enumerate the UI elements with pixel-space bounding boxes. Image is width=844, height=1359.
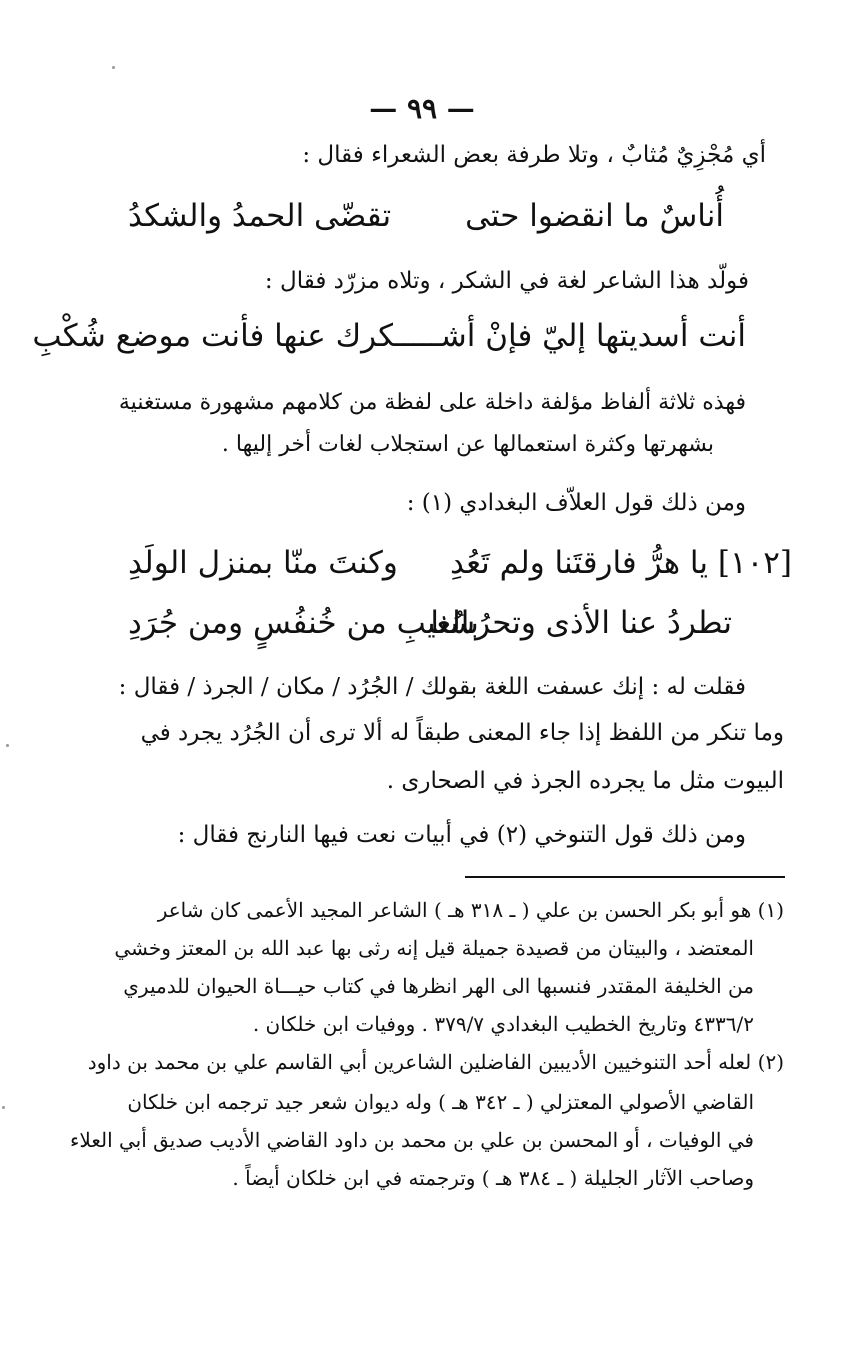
verse-4-first-hemistich: تطردُ عنا الأذى وتحرُسُنا bbox=[430, 605, 732, 641]
footnote-2-line-2: القاضي الأصولي المعتزلي ( ـ ٣٤٢ هـ ) وله ديوان شعر جيد ترجمه ابن خلكان bbox=[127, 1090, 754, 1114]
text-line-6: فقلت له : إنك عسفت اللغة بقولك / الجُرُد / مكان / الجرذ / فقال : bbox=[118, 674, 746, 700]
text-line-8: البيوت مثل ما يجرده الجرذ في الصحارى . bbox=[386, 768, 784, 794]
text-line-7: وما تنكر من اللفظ إذا جاء المعنى طبقاً له ألا ترى أن الجُرُد يجرد في bbox=[140, 720, 784, 746]
footnote-1-line-4: ٤٣٣٦/٢ وتاريخ الخطيب البغدادي ٣٧٩/٧ . ووفيات ابن خلكان . bbox=[252, 1012, 754, 1036]
text-line-4: بشهرتها وكثرة استعمالها عن استجلاب لغات أخر إليها . bbox=[221, 432, 714, 457]
text-line-9: ومن ذلك قول التنوخي (٢) في أبيات نعت فيها النارنج فقال : bbox=[177, 822, 746, 848]
verse-3-first-hemistich: [١٠٢] يا هرُّ فارقتَنا ولم تَعُدِ bbox=[449, 545, 792, 581]
verse-4-second-hemistich: بالغيبِ من خُنفُسٍ ومن جُرَدِ bbox=[128, 605, 479, 641]
footnote-2-line-3: في الوفيات ، أو المحسن بن علي بن محمد بن داود القاضي الأديب صديق أبي العلاء bbox=[69, 1128, 754, 1152]
text-line-1: أي مُجْزِيٌ مُثابٌ ، وتلا طرفة بعض الشعراء فقال : bbox=[302, 142, 766, 168]
footnote-1-line-2: المعتضد ، والبيتان من قصيدة جميلة قيل إنه رثى بها عبد الله بن المعتز وخشي bbox=[114, 936, 754, 960]
text-line-3: فهذه ثلاثة ألفاظ مؤلفة داخلة على لفظة من كلامهم مشهورة مستغنية bbox=[118, 390, 746, 415]
verse-1-first-hemistich: أُناسٌ ما انقضوا حتى bbox=[465, 198, 724, 234]
footnote-1-line-1: (١) هو أبو بكر الحسن بن علي ( ـ ٣١٨ هـ ) الشاعر المجيد الأعمى كان شاعر bbox=[157, 898, 784, 922]
scan-speck bbox=[2, 1106, 5, 1109]
footnote-divider bbox=[465, 876, 785, 878]
footnote-2-line-4: وصاحب الآثار الجليلة ( ـ ٣٨٤ هـ ) وترجمته في ابن خلكان أيضاً . bbox=[232, 1166, 754, 1190]
scan-speck bbox=[112, 66, 115, 69]
page-number: — ٩٩ — bbox=[369, 92, 475, 125]
verse-2: أنت أسديتها إليّ فإنْ أشـــــكرك عنها فأنت موضع شُكْبِ bbox=[32, 318, 746, 354]
footnote-2-line-1: (٢) لعله أحد التنوخيين الأديبين الفاضلين الشاعرين أبي القاسم علي بن محمد بن داود bbox=[87, 1050, 784, 1074]
text-line-5: ومن ذلك قول العلاّف البغدادي (١) : bbox=[406, 490, 746, 516]
verse-3-second-hemistich: وكنتَ منّا بمنزل الولَدِ bbox=[128, 545, 398, 581]
text-line-2: فولّد هذا الشاعر لغة في الشكر ، وتلاه مزرّد فقال : bbox=[264, 268, 749, 294]
scan-speck bbox=[6, 744, 9, 747]
verse-1-second-hemistich: تقضّى الحمدُ والشكدُ bbox=[128, 198, 392, 234]
footnote-1-line-3: من الخليفة المقتدر فنسبها الى الهر انظرها في كتاب حيـــاة الحيوان للدميري bbox=[123, 974, 754, 998]
